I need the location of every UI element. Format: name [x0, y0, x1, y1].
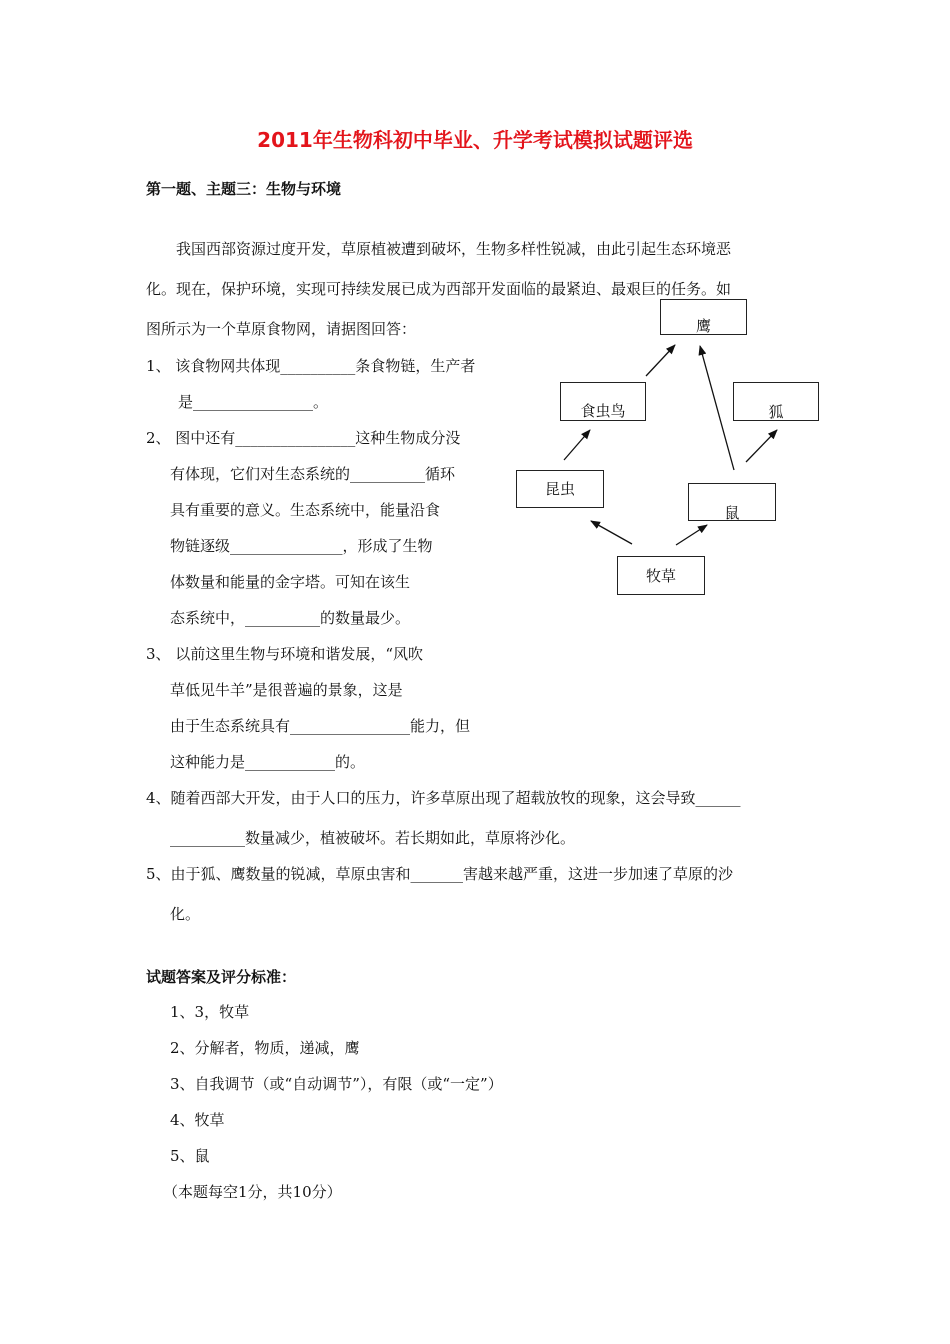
question-2-line-1: 2、 图中还有________________这种生物成分没: [146, 429, 461, 447]
arrow-mouse-to-eagle: [700, 346, 734, 470]
intro-line-3: 图所示为一个草原食物网，请据图回答：: [146, 320, 417, 338]
scoring-note: （本题每空1分，共10分）: [163, 1183, 342, 1201]
answers-heading: 试题答案及评分标准：: [146, 968, 297, 986]
intro-line-1: 我国西部资源过度开发，草原植被遭到破坏，生物多样性锐减，由此引起生态环境恶: [176, 240, 732, 258]
question-5-line-1: 5、由于狐、鹰数量的锐减，草原虫害和_______害越来越严重，这进一步加速了草原的沙: [146, 865, 734, 883]
node-eagle: 鹰: [660, 299, 747, 335]
question-3-line-3: 由于生态系统具有________________能力，但: [170, 717, 471, 735]
answer-item-4: 4、牧草: [170, 1111, 225, 1129]
node-insect: 昆虫: [516, 470, 604, 508]
node-grass: 牧草: [617, 556, 705, 595]
question-2-line-5: 体数量和能量的金字塔。可知在该生: [170, 573, 411, 591]
answer-item-2: 2、分解者，物质，递减，鹰: [170, 1039, 360, 1057]
question-3-line-4: 这种能力是____________的。: [170, 753, 366, 771]
node-mouse: 鼠: [688, 483, 776, 521]
node-fox: 狐: [733, 382, 819, 421]
arrow-grass-to-mouse: [676, 525, 707, 545]
question-1-line-1: 1、 该食物网共体现__________条食物链，生产者: [146, 357, 476, 375]
question-4-line-1: 4、随着西部大开发，由于人口的压力，许多草原出现了超载放牧的现象，这会导致______: [146, 789, 741, 807]
question-3-line-2: 草低见牛羊”是很普遍的景象，这是: [170, 681, 403, 699]
question-2-line-3: 具有重要的意义。生态系统中，能量沿食: [170, 501, 441, 519]
node-insectivorous-bird: 食虫鸟: [560, 382, 646, 421]
arrow-insect-to-bird: [564, 430, 590, 460]
question-5-line-2: 化。: [170, 905, 201, 923]
arrow-mouse-to-fox: [746, 430, 777, 462]
answer-item-3: 3、自我调节（或“自动调节”），有限（或“一定”）: [170, 1075, 503, 1093]
arrow-bird-to-eagle: [646, 345, 675, 376]
arrow-grass-to-insect: [591, 521, 632, 544]
question-2-line-4: 物链逐级_______________，形成了生物: [170, 537, 433, 555]
question-3-line-1: 3、 以前这里生物与环境和谐发展，“风吹: [146, 645, 423, 663]
question-2-line-6: 态系统中，__________的数量最少。: [170, 609, 411, 627]
question-4-line-2: __________数量减少，植被破坏。若长期如此，草原将沙化。: [170, 829, 576, 847]
intro-line-2: 化。现在，保护环境，实现可持续发展已成为西部开发面临的最紧迫、最艰巨的任务。如: [146, 280, 732, 298]
question-1-line-2: 是________________。: [178, 393, 329, 411]
page-title: 2011年生物科初中毕业、升学考试模拟试题评选: [257, 128, 693, 152]
section-heading: 第一题、主题三：生物与环境: [146, 180, 342, 198]
answer-item-5: 5、鼠: [170, 1147, 210, 1165]
question-2-line-2: 有体现，它们对生态系统的__________循环: [170, 465, 456, 483]
answer-item-1: 1、3，牧草: [170, 1003, 250, 1021]
